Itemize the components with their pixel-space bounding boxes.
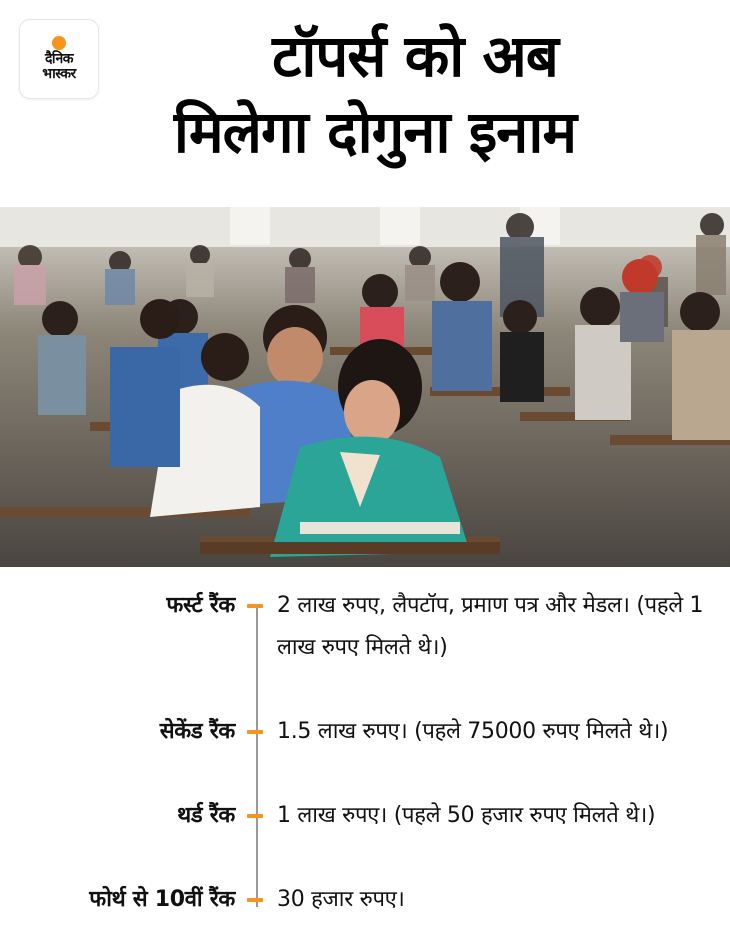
dash-marker <box>247 730 263 734</box>
list-item <box>0 879 730 921</box>
rank-reward-text: 1.5 लाख रुपए। (पहले 75000 रुपए मिलते थे।) <box>277 719 669 744</box>
sun-icon <box>52 36 66 50</box>
list-item <box>0 585 730 711</box>
headline-line1: टॉपर्स को अब <box>272 22 558 90</box>
headline-line2: मिलेगा दोगुना इनाम <box>173 98 577 166</box>
rank-label: फोर्थ से 10वीं रैंक <box>89 887 235 912</box>
dash-marker <box>247 604 263 608</box>
list-item <box>0 711 730 795</box>
page-title <box>100 18 730 170</box>
dainik-bhaskar-logo <box>20 20 98 98</box>
dash-marker <box>247 898 263 902</box>
dash-marker <box>247 814 263 818</box>
rank-label: फर्स्ट रैंक <box>166 593 235 618</box>
exam-hall-photo <box>0 207 730 567</box>
rank-reward-text: 2 लाख रुपए, लैपटॉप, प्रमाण पत्र और मेडल। (पहले 1 लाख रुपए मिलते थे।) <box>277 593 704 660</box>
list-item <box>0 795 730 879</box>
rank-label: थर्ड रैंक <box>177 803 235 828</box>
divider-line <box>256 607 258 907</box>
logo-text-line2: भास्कर <box>42 66 76 82</box>
logo-text-line1: दैनिक <box>44 51 74 67</box>
rank-rewards-list <box>0 585 730 921</box>
rank-label: सेकेंड रैंक <box>159 719 235 744</box>
rank-reward-text: 1 लाख रुपए। (पहले 50 हजार रुपए मिलते थे।) <box>277 803 656 828</box>
rank-reward-text: 30 हजार रुपए। <box>277 887 405 912</box>
